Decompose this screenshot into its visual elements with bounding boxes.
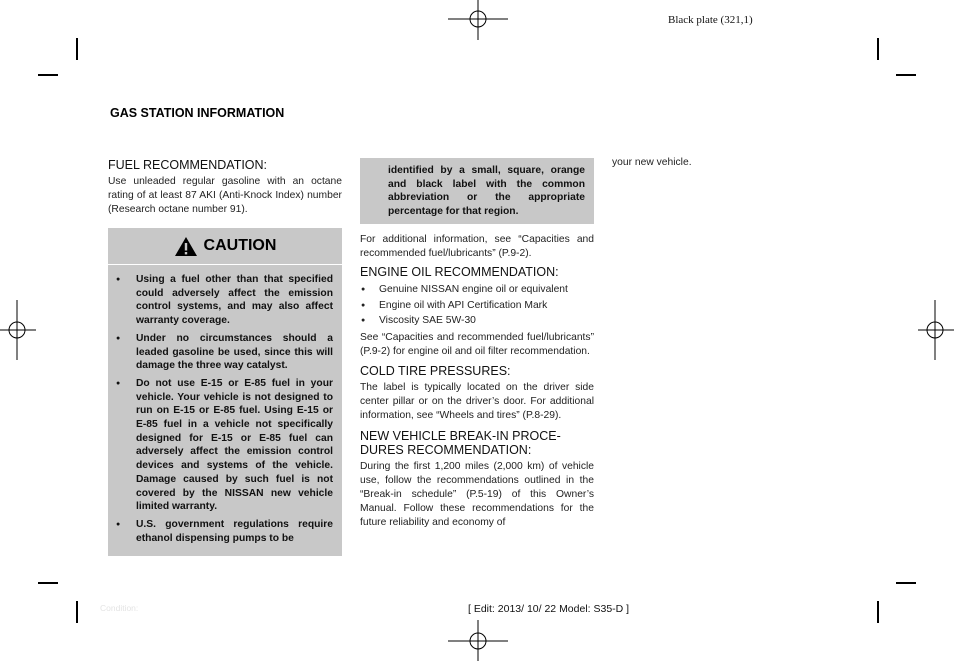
crop-mark [877,38,879,60]
crop-mark [896,582,916,584]
column-3 [612,156,846,170]
engine-oil-item: ● Genuine NISSAN engine oil or equivalent [360,282,594,298]
edit-footer: [ Edit: 2013/ 10/ 22 Model: S35-D ] [468,603,630,615]
section-title: GAS STATION INFORMATION [110,106,285,120]
engine-oil-text: See “Capacities and recommended fuel/lubricants” (P.9-2) for engine oil and oil filter recommendation. [360,331,594,357]
caution-item: ● Under no circumstances should a leaded gasoline be used, since this will damage the three way catalyst. [116,332,333,373]
tire-text: The label is typically located on the driver side center pillar or on the driver’s door. For additional information, see “Wheels and tires” (P.8-29). [360,381,594,421]
break-in-text: During the first 1,200 miles (2,000 km) of vehicle use, follow the recommendations outlined in the “Break-in schedule” (P.5-19) of this Owner’s Manual. Follow these recommendations for the future reliability and economy of [360,460,594,528]
plate-label: Black plate (321,1) [668,14,753,26]
engine-oil-list [360,282,594,329]
caution-title: CAUTION [203,237,277,254]
engine-oil-item: ● Viscosity SAE 5W-30 [360,313,594,329]
crop-mark [38,74,58,76]
caution-list [108,273,342,545]
crop-mark [877,601,879,623]
additional-info-text: For additional information, see “Capacities and recommended fuel/lubricants” (P.9-2). [360,234,594,259]
engine-oil-item: ● Engine oil with API Certification Mark [360,298,594,314]
caution-item: ● Do not use E-15 or E-85 fuel in your vehicle. Your vehicle is not designed to run on E-15 or E-85 fuel. Using E-15 or E-85 fuel in a vehicle not specifically designed for E-15 or E-85 fuel can adversely affect the emission control devices and systems of the vehicle. Damage caused by such fuel is not covered by the NISSAN new vehicle limited warranty. [116,377,333,514]
registration-mark-icon [448,620,508,661]
caution-continued-text: identified by a small, square, orange and black label with the common abbreviation or the appropriate percentage for that region. [388,165,585,218]
crop-mark [896,74,916,76]
tire-heading: COLD TIRE PRESSURES: [360,363,511,378]
crop-mark [76,601,78,623]
registration-mark-icon [448,0,508,40]
column-1 [108,158,342,217]
break-in-heading-line1: NEW VEHICLE BREAK-IN PROCE- [360,428,561,443]
caution-header [108,228,342,265]
caution-box [108,228,342,556]
fuel-heading: FUEL RECOMMENDATION: [108,158,268,172]
caution-item: ● U.S. government regulations require ethanol dispensing pumps to be [116,518,333,545]
condition-label: Condition: [100,603,139,613]
crop-mark [38,582,58,584]
column-2 [360,233,594,530]
break-in-continued-text: your new vehicle. [612,157,692,168]
registration-mark-icon [0,300,36,360]
caution-continued-box [360,158,594,224]
crop-mark [76,38,78,60]
warning-icon [174,236,198,257]
engine-oil-heading: ENGINE OIL RECOMMENDATION: [360,265,559,279]
break-in-heading-line2: DURES RECOMMENDATION: [360,442,532,457]
registration-mark-icon [918,300,954,360]
fuel-text: Use unleaded regular gasoline with an octane rating of at least 87 AKI (Anti-Knock Index) number (Research octane number 91). [108,176,342,215]
caution-item: ● Using a fuel other than that specified could adversely affect the emission control systems, and may also affect warranty coverage. [116,273,333,328]
